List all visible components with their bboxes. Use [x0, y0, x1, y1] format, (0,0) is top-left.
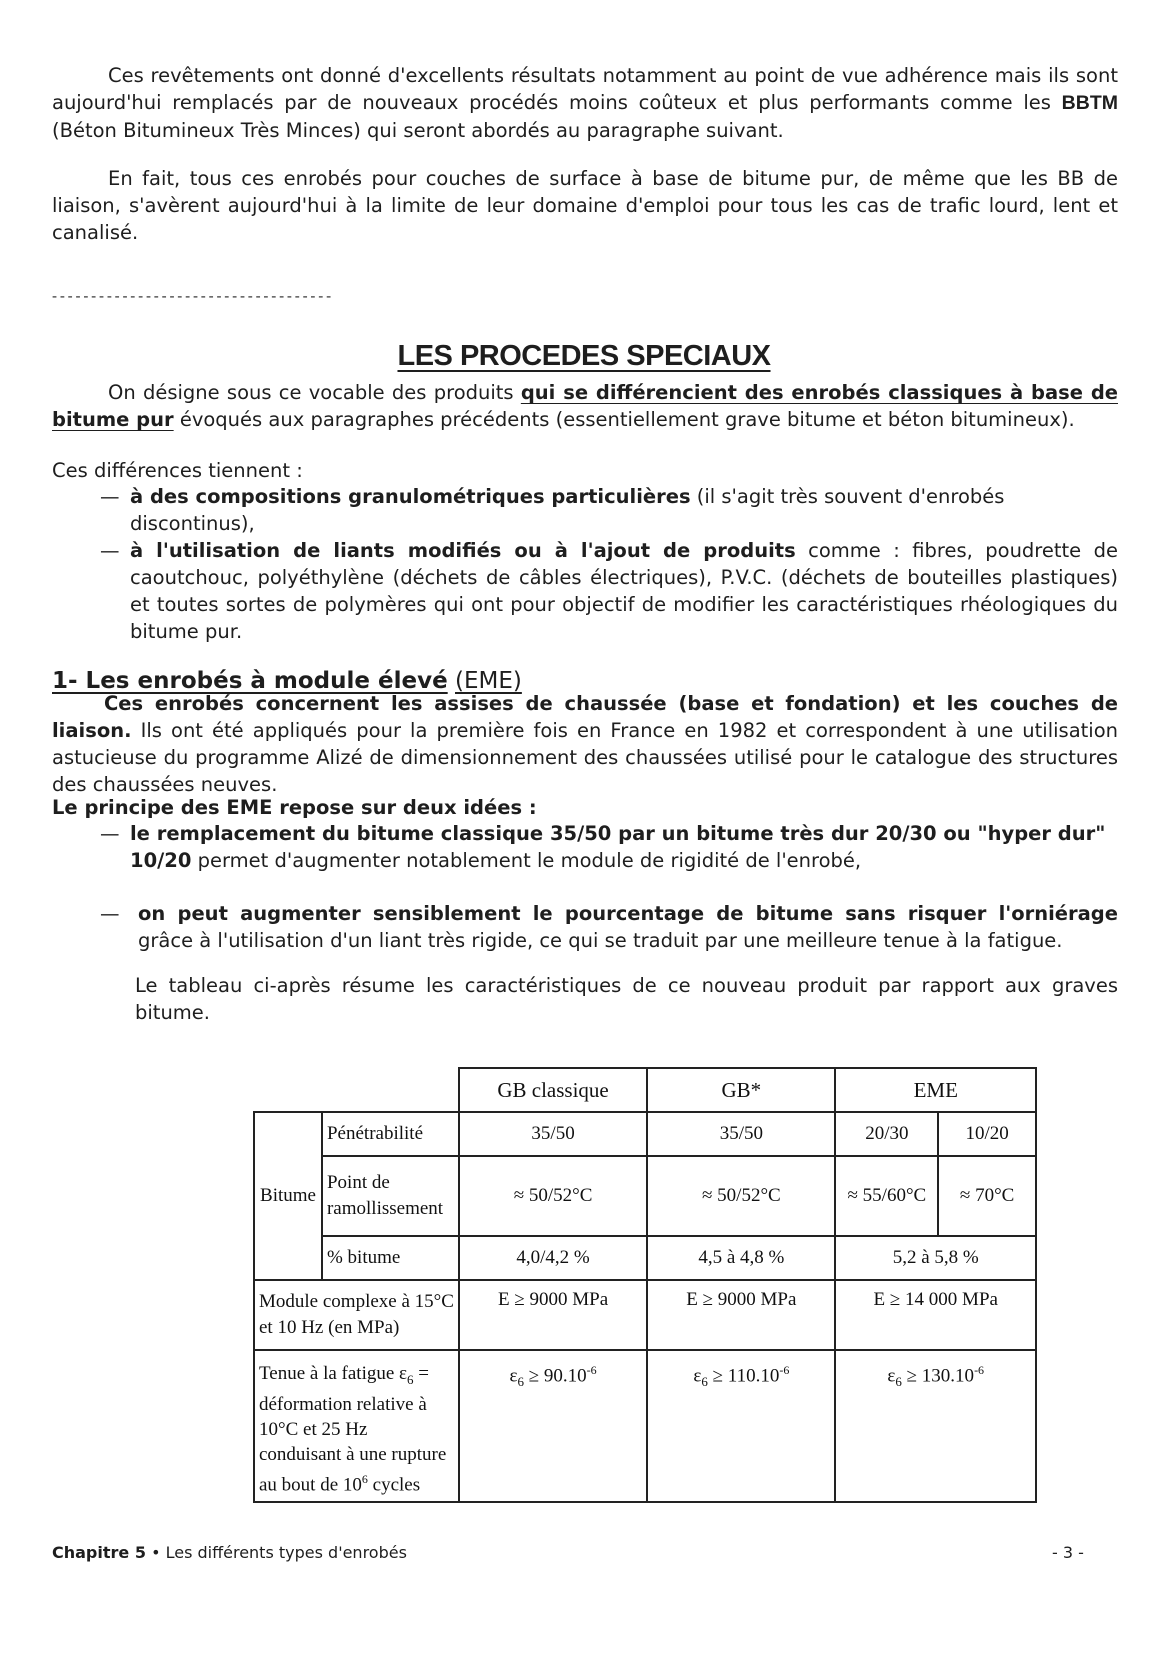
fatigue-value: ≥ 110.10: [707, 1365, 780, 1387]
para1-text: Ces revêtements ont donné d'excellents résultats notamment au point de vue adhérence mais ils sont aujourd'hui remplacés par de nouveaux procédés moins coûteux et plus performants comme les: [52, 64, 1118, 114]
footer-title: Les différents types d'enrobés: [165, 1543, 407, 1562]
row-group-bitume: Bitume: [254, 1112, 322, 1280]
epsilon: ε: [509, 1365, 518, 1387]
eme-bold: Ces enrobés concernent les assises de chaussée (base et fondation) et les couches de liaison.: [52, 692, 1118, 742]
dash-bullet: —: [100, 485, 120, 508]
eme-comparison-table: [253, 1067, 1037, 1503]
row-label-pct-bitume: % bitume: [322, 1236, 459, 1280]
dash-bullet: —: [100, 902, 120, 925]
epsilon: ε: [887, 1365, 896, 1387]
table-cell: ≈ 70°C: [938, 1156, 1036, 1236]
list-item: [100, 483, 1118, 537]
differences-lead: Ces différences tiennent :: [52, 459, 303, 482]
col-header-gb: GB classique: [459, 1068, 647, 1112]
fatigue-label-a: Tenue à la fatigue ε: [259, 1363, 408, 1384]
col-header-eme: EME: [835, 1068, 1036, 1112]
table-cell: 4,5 à 4,8 %: [647, 1236, 835, 1280]
fatigue-value: ≥ 90.10: [523, 1365, 587, 1387]
list-item: [100, 900, 1118, 954]
para1-text-end: (Béton Bitumineux Très Minces) qui seront abordés au paragraphe suivant.: [52, 119, 784, 142]
list-item-bold: à des compositions granulométriques particulières: [130, 485, 691, 508]
row-label-penetrabilite: Pénétrabilité: [322, 1112, 459, 1156]
table-cell: 35/50: [647, 1112, 835, 1156]
list-item: [100, 537, 1118, 645]
principle-lead: Le principe des EME repose sur deux idées :: [52, 796, 537, 819]
epsilon: ε: [693, 1365, 702, 1387]
list-item-text: grâce à l'utilisation d'un liant très rigide, ce qui se traduit par une meilleure tenue à la fatigue.: [138, 929, 1063, 952]
table-cell: ≈ 55/60°C: [835, 1156, 938, 1236]
fatigue-label-c: cycles: [367, 1474, 421, 1496]
table-cell: [647, 1350, 835, 1502]
paragraph-eme: [52, 690, 1118, 798]
table-cell: ≈ 50/52°C: [459, 1156, 647, 1236]
table-cell: [835, 1350, 1036, 1502]
list-item-bold: le remplacement du bitume classique 35/50 par un bitume très dur 20/30 ou "hyper dur" 10/20: [130, 822, 1106, 872]
fatigue-exp: -6: [586, 1363, 597, 1377]
fatigue-label-sup: 6: [361, 1471, 368, 1486]
list-item-bold: on peut augmenter sensiblement le pourcentage de bitume sans risquer l'orniérage: [138, 902, 1118, 925]
subsection-title-text: 1- Les enrobés à module élevé: [52, 668, 448, 694]
paragraph-intro: [52, 379, 1118, 433]
eme-text: Ils ont été appliqués pour la première fois en France en 1982 et correspondent à une utilisation astucieuse du programme Alizé de dimensionnement des chaussées utilisé pour le catalogue des structures des chaussées neuves.: [52, 719, 1118, 796]
list-item: [100, 820, 1118, 874]
intro-text-end: évoqués aux paragraphes précédents (essentiellement grave bitume et béton bitumineux).: [173, 408, 1075, 431]
table-cell: ≈ 50/52°C: [647, 1156, 835, 1236]
list-item-text: (il s'agit très souvent d'enrobés discontinus),: [130, 485, 1005, 535]
table-intro: Le tableau ci-après résume les caractéristiques de ce nouveau produit par rapport aux graves bitume.: [135, 974, 1118, 1024]
list-item-text: permet d'augmenter notablement le module de rigidité de l'enrobé,: [191, 849, 862, 872]
principle-list: [100, 820, 1118, 954]
table-cell: 20/30: [835, 1112, 938, 1156]
section-title: LES PROCEDES SPECIAUX: [397, 340, 771, 372]
fatigue-value: ≥ 130.10: [901, 1365, 975, 1387]
table-cell: 10/20: [938, 1112, 1036, 1156]
fatigue-exp: -6: [974, 1363, 985, 1377]
differences-list: [100, 483, 1118, 645]
col-header-gbstar: GB*: [647, 1068, 835, 1112]
table-cell: 35/50: [459, 1112, 647, 1156]
page-number: - 3 -: [1052, 1543, 1084, 1562]
table-cell: [459, 1350, 647, 1502]
footer-bullet: •: [151, 1543, 161, 1562]
intro-text: On désigne sous ce vocable des produits: [108, 381, 521, 404]
table-cell: E ≥ 9000 MPa: [459, 1280, 647, 1350]
fatigue-exp: -6: [779, 1363, 790, 1377]
intro-emphasis: qui se différencient des enrobés classiques à base de bitume pur: [52, 381, 1118, 431]
subsection-abbrev: (EME): [455, 668, 522, 694]
fatigue-label-b: = déformation relative à 10°C et 25 Hz conduisant à une rupture au bout de 10: [259, 1363, 447, 1496]
paragraph-limite: [52, 165, 1118, 246]
paragraph-bbtm: [52, 62, 1118, 144]
epsilon-sub: 6: [895, 1374, 902, 1390]
list-item-bold: à l'utilisation de liants modifiés ou à l'ajout de produits: [130, 539, 796, 562]
table-cell: 4,0/4,2 %: [459, 1236, 647, 1280]
row-label-ramollissement: Point de ramollissement: [322, 1156, 459, 1236]
dash-bullet: —: [100, 539, 120, 562]
separator-line: ------------------------------------: [50, 287, 332, 305]
list-item-text: comme : fibres, poudrette de caoutchouc, polyéthylène (déchets de câbles électriques), P.V.C. (déchets de bouteilles plastiques) et toutes sortes de polymères qui ont pour objectif de modifier les caractéristiques rhéologiques du bitume pur.: [130, 539, 1118, 643]
table-cell: E ≥ 14 000 MPa: [835, 1280, 1036, 1350]
page-footer: [52, 1543, 407, 1562]
dash-bullet: —: [100, 822, 120, 845]
para2-text: En fait, tous ces enrobés pour couches de surface à base de bitume pur, de même que les BB de liaison, s'avèrent aujourd'hui à la limite de leur domaine d'emploi pour tous les cas de trafic lourd, lent et canalisé.: [52, 167, 1118, 244]
footer-chapter: Chapitre 5: [52, 1543, 146, 1562]
table-cell: 5,2 à 5,8 %: [835, 1236, 1036, 1280]
fatigue-label-sub: 6: [407, 1371, 414, 1387]
para1-bold: BBTM: [1061, 92, 1118, 114]
row-label-module: Module complexe à 15°C et 10 Hz (en MPa): [254, 1280, 459, 1350]
row-label-fatigue: [254, 1350, 459, 1502]
epsilon-sub: 6: [517, 1374, 524, 1390]
epsilon-sub: 6: [701, 1374, 708, 1390]
table-cell: E ≥ 9000 MPa: [647, 1280, 835, 1350]
